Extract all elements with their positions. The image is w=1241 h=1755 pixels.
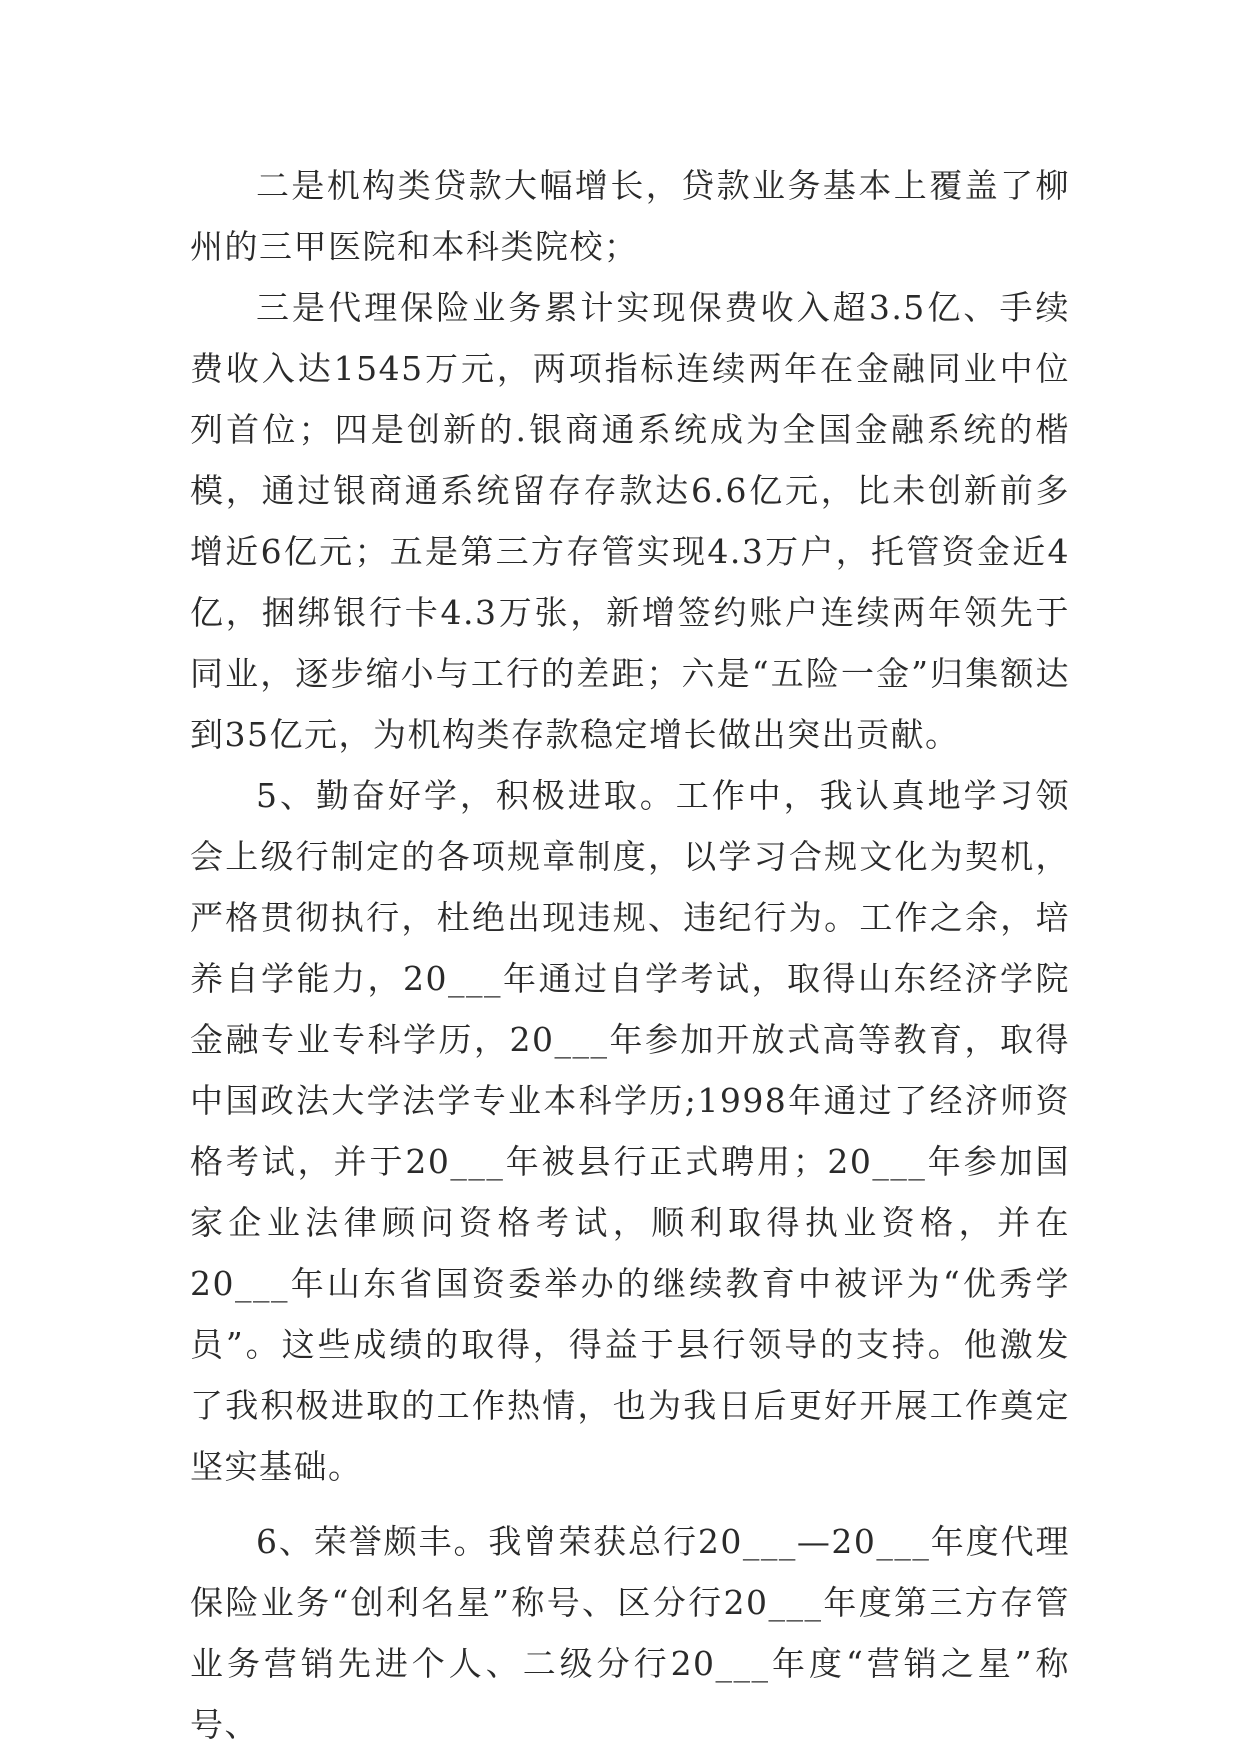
paragraph-insurance: 三是代理保险业务累计实现保费收入超3.5亿、手续费收入达1545万元，两项指标连续两年在金融同业中位列首位；四是创新的.银商通系统成为全国金融系统的楷模，通过银商通系统留存存款达6.6亿元，比未创新前多增近6亿元；五是第三方存管实现4.3万户，托管资金近4亿，捆绑银行卡4.3万张，新增签约账户连续两年领先于同业，逐步缩小与工行的差距；六是“五险一金”归集额达到35亿元，为机构类存款稳定增长做出突出贡献。 xyxy=(190,288,1070,754)
paragraph-study: 5、勤奋好学，积极进取。工作中，我认真地学习领会上级行制定的各项规章制度，以学习合规文化为契机，严格贯彻执行，杜绝出现违规、违纪行为。工作之余，培养自学能力，20___年通过自学考试，取得山东经济学院金融专业专科学历，20___年参加开放式高等教育，取得中国政法大学法学专业本科学历;1998年通过了经济师资格考试，并于20___年被县行正式聘用；20___年参加国家企业法律顾问资格考试，顺利取得执业资格，并在20___年山东省国资委举办的继续教育中被评为“优秀学员”。这些成绩的取得，得益于县行领导的支持。他激发了我积极进取的工作热情，也为我日后更好开展工作奠定坚实基础。 xyxy=(190,776,1070,1486)
paragraph-loans: 二是机构类贷款大幅增长，贷款业务基本上覆盖了柳州的三甲医院和本科类院校； xyxy=(190,166,1070,266)
document-body xyxy=(190,155,1070,1755)
paragraph-honors: 6、荣誉颇丰。我曾荣获总行20___—20___年度代理保险业务“创利名星”称号、区分行20___年度第三方存管业务营销先进个人、二级分行20___年度“营销之星”称号、 xyxy=(190,1522,1070,1744)
